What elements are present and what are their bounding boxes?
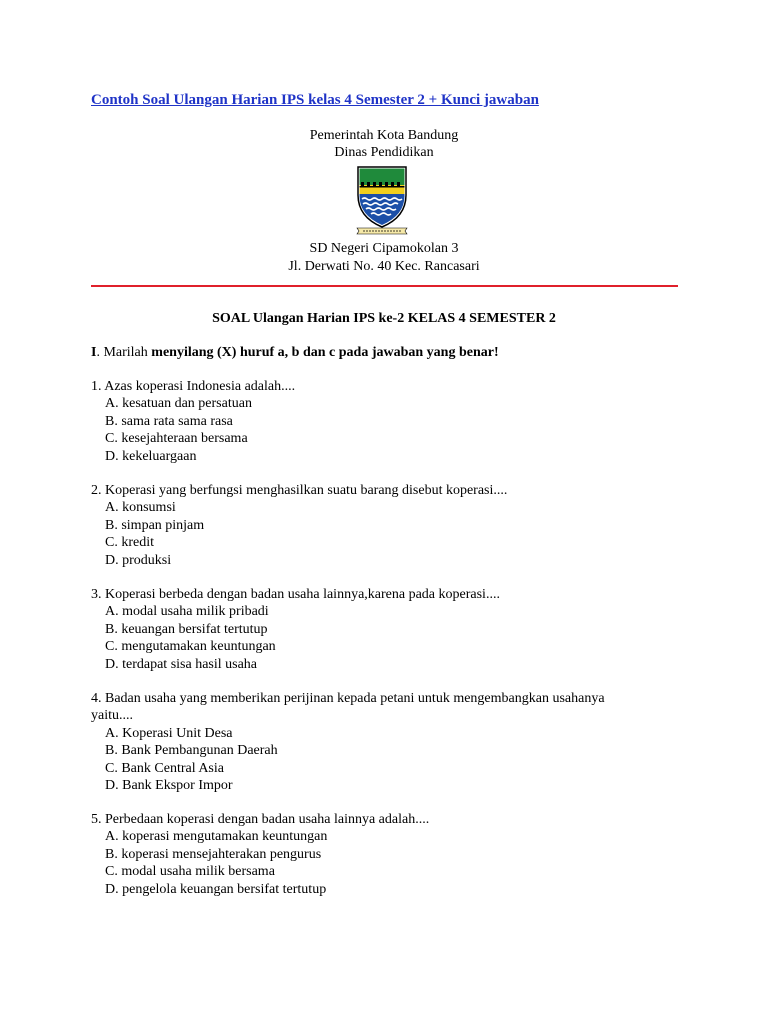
header-divider [91, 285, 678, 287]
school-address: Jl. Derwati No. 40 Kec. Rancasari [288, 259, 480, 274]
question-text: 3. Koperasi berbeda dengan badan usaha lainnya,karena pada koperasi.... [91, 587, 500, 602]
question-2 [91, 482, 691, 569]
question-text: 2. Koperasi yang berfungsi menghasilkan suatu barang disebut koperasi.... [91, 483, 508, 498]
question-1 [91, 378, 691, 465]
question-text-continued: yaitu.... [91, 708, 133, 724]
answer-option-d: D. Bank Ekspor Impor [105, 778, 233, 794]
answer-option-a: A. konsumsi [105, 500, 176, 516]
instruction-numeral: I [91, 345, 97, 360]
answer-option-a: A. kesatuan dan persatuan [105, 396, 252, 412]
answer-option-d: D. produksi [105, 552, 172, 568]
answer-option-d: D. kekeluargaan [105, 448, 197, 464]
question-5 [91, 811, 691, 898]
question-3 [91, 586, 691, 673]
answer-option-b: B. keuangan bersifat tertutup [105, 621, 268, 637]
school-name: SD Negeri Cipamokolan 3 [309, 241, 459, 256]
answer-option-c: C. modal usaha milik bersama [105, 864, 275, 880]
instruction-text: . Marilah [96, 345, 152, 360]
answer-option-a: A. Koperasi Unit Desa [105, 725, 233, 741]
instruction-emphasis: menyilang (X) huruf a, b dan c pada jawaban yang benar! [151, 345, 499, 360]
answer-option-c: C. Bank Central Asia [105, 760, 224, 776]
answer-option-c: C. kredit [105, 535, 154, 551]
header-government: Pemerintah Kota Bandung [309, 128, 459, 143]
bandung-coat-of-arms-logo [355, 165, 409, 237]
question-4 [91, 690, 691, 794]
instruction [91, 344, 499, 361]
question-text: 4. Badan usaha yang memberikan perijinan kepada petani untuk mengembangkan usahanya [91, 691, 605, 706]
answer-option-b: B. Bank Pembangunan Daerah [105, 743, 278, 759]
answer-option-b: B. koperasi mensejahterakan pengurus [105, 846, 322, 862]
answer-option-c: C. mengutamakan keuntungan [105, 639, 276, 655]
answer-option-b: B. sama rata sama rasa [105, 413, 233, 429]
answer-option-a: A. modal usaha milik pribadi [105, 604, 269, 620]
answer-option-d: D. pengelola keuangan bersifat tertutup [105, 881, 327, 897]
answer-option-d: D. terdapat sisa hasil usaha [105, 656, 258, 672]
question-text: 5. Perbedaan koperasi dengan badan usaha lainnya adalah.... [91, 812, 430, 827]
answer-option-c: C. kesejahteraan bersama [105, 431, 248, 447]
header-department: Dinas Pendidikan [334, 145, 434, 160]
answer-option-a: A. koperasi mengutamakan keuntungan [105, 829, 328, 845]
question-text: 1. Azas koperasi Indonesia adalah.... [91, 379, 296, 394]
document-title-link[interactable]: Contoh Soal Ulangan Harian IPS kelas 4 Semester 2 + Kunci jawaban [91, 92, 539, 108]
exam-title: SOAL Ulangan Harian IPS ke-2 KELAS 4 SEMESTER 2 [212, 311, 556, 326]
answer-option-b: B. simpan pinjam [105, 517, 205, 533]
